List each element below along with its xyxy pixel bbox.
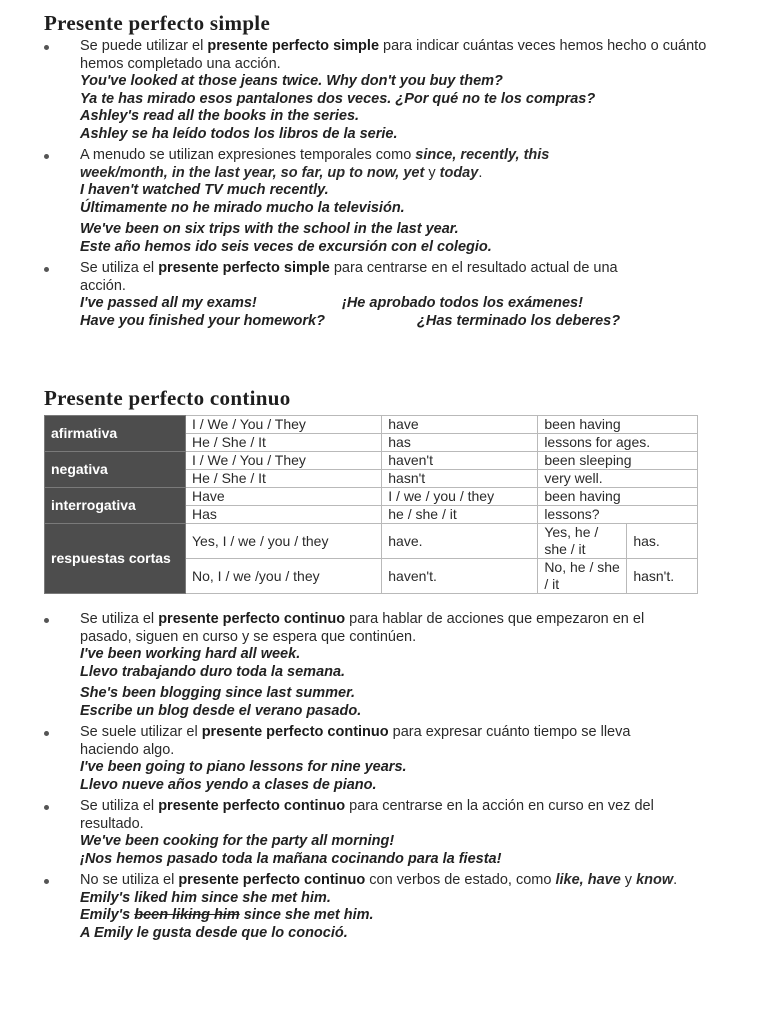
example-es: Llevo trabajando duro toda la semana. [80,663,346,680]
row-label: respuestas cortas [45,524,186,594]
conjugation-table [44,415,698,594]
table-cell: No, he / she / it [538,559,627,594]
list-item [40,611,730,720]
bullet-icon [44,731,49,736]
rule-text: Se suele utilizar el presente perfecto continuo para expresar cuánto tiempo se lleva haciendo algo. [80,724,631,758]
list-item [40,872,730,942]
table-cell: Have [186,488,382,506]
section-title-present-perfect-simple: Presente perfecto simple [44,11,271,35]
example-en: Have you finished your homework? [80,312,325,329]
example-pair [80,295,730,313]
example-en-incorrect: Emily's been liking him since she met him. [80,907,374,923]
rule-text: Se utiliza el presente perfecto continuo para hablar de acciones que empezaron en el pasado, siguen en curso y se espera que continúen. [80,611,645,645]
row-label: afirmativa [45,416,186,452]
table-cell: haven't. [382,559,538,594]
table-cell: hasn't. [627,559,698,594]
rule-text: Se puede utilizar el presente perfecto simple para indicar cuántas veces hemos hecho o cuánto hemos completado una acción. [80,38,707,72]
table-cell: have. [382,524,538,559]
table-cell: been sleeping [538,452,698,470]
row-label: negativa [45,452,186,488]
example-en: We've been on six trips with the school in the last year. [80,221,459,237]
example-es: Llevo nueve años yendo a clases de piano. [80,776,377,793]
example-en: You've looked at those jeans twice. Why don't you buy them? [80,73,503,89]
bullet-icon [44,618,49,623]
example-en: I've been working hard all week. [80,646,301,662]
example-es: ¡Nos hemos pasado toda la mañana cocinando para la fiesta! [80,850,502,867]
example-pair [80,313,730,331]
list-item [40,798,730,868]
example-es: Este año hemos ido seis veces de excursión con el colegio. [80,238,492,255]
list-item [40,260,730,330]
table-cell: Yes, I / we / you / they [186,524,382,559]
table-cell: Has [186,506,382,524]
table-cell: been having [538,488,698,506]
list-item [40,38,730,143]
table-cell: He / She / It [186,470,382,488]
table-row [45,488,698,506]
table-cell: Yes, he / she / it [538,524,627,559]
table-row [45,416,698,434]
bullet-icon [44,45,49,50]
table-row [45,452,698,470]
rule-text: No se utiliza el presente perfecto continuo con verbos de estado, como like, have y know. [80,872,678,888]
table-cell: has. [627,524,698,559]
table-cell: he / she / it [382,506,538,524]
table-cell: I / We / You / They [186,416,382,434]
example-en: I haven't watched TV much recently. [80,182,329,198]
table-cell: lessons? [538,506,698,524]
example-en: She's been blogging since last summer. [80,685,355,701]
section-present-perfect-continuous [40,611,730,942]
bullet-icon [44,154,49,159]
table-cell: been having [538,416,698,434]
strikethrough-text: been liking him [134,907,240,923]
example-es: A Emily le gusta desde que lo conoció. [80,924,348,941]
table-row [45,524,698,559]
example-es: Últimamente no he mirado mucho la televisión. [80,199,405,216]
example-es: Ashley se ha leído todos los libros de la serie. [80,125,398,142]
example-en: We've been cooking for the party all morning! [80,833,395,849]
table-cell: very well. [538,470,698,488]
rule-text: Se utiliza el presente perfecto simple para centrarse en el resultado actual de una acción. [80,260,618,294]
example-es: ¡He aprobado todos los exámenes! [342,295,583,311]
list-item [40,724,730,794]
table-cell: has [382,434,538,452]
table-cell: hasn't [382,470,538,488]
rule-text: A menudo se utilizan expresiones temporales como since, recently, this week/month, in the last year, so far, up to now, yet y today. [80,147,550,181]
table-cell: No, I / we /you / they [186,559,382,594]
bullet-icon [44,805,49,810]
table-cell: have [382,416,538,434]
bullet-icon [44,267,49,272]
section-present-perfect-simple [40,38,730,330]
table-cell: I / we / you / they [382,488,538,506]
section-title-present-perfect-continuous: Presente perfecto continuo [44,386,291,410]
example-es: Ya te has mirado esos pantalones dos veces. ¿Por qué no te los compras? [80,90,596,107]
example-es: ¿Has terminado los deberes? [417,312,621,329]
example-en: I've passed all my exams! [80,295,257,311]
table-cell: I / We / You / They [186,452,382,470]
example-en: Emily's liked him since she met him. [80,889,331,906]
bullet-icon [44,879,49,884]
list-item [40,147,730,256]
example-en: I've been going to piano lessons for nine years. [80,759,407,775]
table-cell: haven't [382,452,538,470]
table-cell: He / She / It [186,434,382,452]
example-en: Ashley's read all the books in the series. [80,108,360,124]
rule-text: Se utiliza el presente perfecto continuo para centrarse en la acción en curso en vez del resultado. [80,798,654,832]
example-es: Escribe un blog desde el verano pasado. [80,702,362,719]
table-cell: lessons for ages. [538,434,698,452]
row-label: interrogativa [45,488,186,524]
